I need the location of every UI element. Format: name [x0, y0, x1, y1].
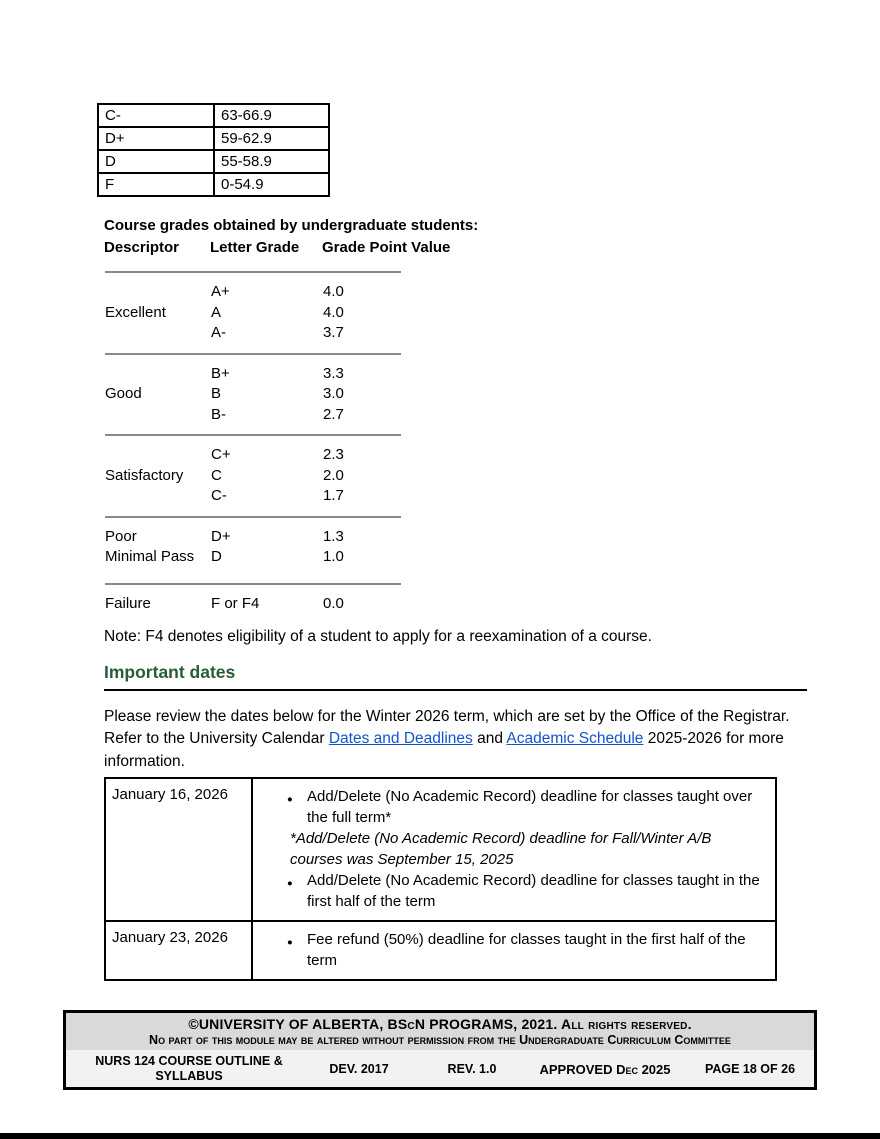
letter-cell: C+ — [211, 446, 231, 463]
value-cell: 2.0 — [323, 466, 344, 484]
page-bottom-edge — [0, 1133, 880, 1139]
grade-group-good — [105, 353, 401, 435]
descriptor-cell — [105, 323, 211, 344]
intro-text: Please review the dates below for the Winter 2026 term, which are set by the Office of the Registrar. Refer to the University Calendar — [104, 708, 790, 748]
letter-cell: C- — [211, 487, 227, 504]
page-footer — [63, 1010, 817, 1090]
letter-cell: A- — [211, 324, 226, 341]
letter-cell: A — [211, 303, 222, 321]
table-row — [98, 173, 329, 196]
deadline-item: ● Fee refund (50%) deadline for classes taught in the first half of the term — [259, 929, 767, 971]
grade-cell: D+ — [98, 127, 214, 150]
letter-cell: B+ — [211, 364, 230, 382]
range-cell: 63-66.9 — [214, 104, 329, 127]
grade-range-table — [97, 103, 330, 197]
table-row — [105, 527, 401, 548]
range-cell: 0-54.9 — [214, 173, 329, 196]
grades-heading: Course grades obtained by undergraduate students: — [104, 217, 479, 234]
grade-group-satisfactory — [105, 434, 401, 516]
section-heading: Important dates — [104, 662, 236, 682]
copyright-line: ©UNIVERSITY OF ALBERTA, BScN PROGRAMS, 2021. All rights reserved. — [188, 1016, 692, 1032]
table-row — [105, 364, 401, 385]
value-cell: 1.0 — [323, 548, 344, 565]
grade-cell: C- — [98, 104, 214, 127]
range-cell: 59-62.9 — [214, 127, 329, 150]
descriptor-cell — [105, 364, 211, 385]
deadline-note: *Add/Delete (No Academic Record) deadline for Fall/Winter A/B courses was September 15, 2025 — [290, 830, 712, 868]
grade-group-poor-minimal-pass — [105, 516, 401, 583]
descriptor-cell — [105, 282, 211, 303]
value-cell: 2.7 — [323, 405, 344, 423]
letter-cell: D+ — [211, 527, 231, 545]
dev-date: DEV. 2017 — [329, 1062, 389, 1076]
value-cell: 3.7 — [323, 324, 344, 341]
grades-column-headers — [104, 237, 524, 259]
descriptor-cell: Good — [105, 385, 142, 402]
col-header-descriptor: Descriptor — [104, 239, 180, 256]
table-row — [105, 778, 776, 921]
table-row — [98, 127, 329, 150]
intro-text: and — [477, 730, 503, 748]
page-number: PAGE 18 OF 26 — [704, 1062, 796, 1076]
date-cell: January 16, 2026 — [105, 778, 252, 921]
deadline-cell — [252, 921, 776, 980]
letter-cell: C — [211, 466, 222, 484]
table-row — [105, 921, 776, 980]
dates-and-deadlines-link[interactable]: Dates and Deadlines — [328, 730, 473, 748]
important-dates-table — [104, 777, 777, 981]
table-row — [105, 486, 401, 507]
descriptor-cell: Minimal Pass — [105, 548, 195, 565]
table-row — [105, 466, 401, 487]
value-cell: 1.7 — [323, 487, 344, 504]
table-row — [105, 303, 401, 324]
deadline-item: ● Add/Delete (No Academic Record) deadline for classes taught over the full term* — [259, 786, 767, 828]
revision-number: REV. 1.0 — [447, 1062, 497, 1076]
grade-group-failure — [105, 583, 401, 615]
descriptor-cell: Failure — [105, 594, 151, 612]
academic-schedule-link[interactable]: Academic Schedule — [506, 730, 644, 748]
table-row — [105, 282, 401, 303]
letter-cell: B — [211, 385, 222, 402]
descriptor-cell — [105, 405, 211, 426]
descriptor-cell: Satisfactory — [105, 466, 184, 484]
value-cell: 3.0 — [323, 385, 344, 402]
letter-cell: D — [211, 548, 222, 565]
grade-group-excellent — [105, 271, 401, 353]
descriptor-cell: Poor — [105, 527, 137, 545]
descriptor-cell: Excellent — [105, 303, 166, 321]
range-cell: 55-58.9 — [214, 150, 329, 173]
table-row — [105, 594, 401, 615]
important-dates-intro — [104, 706, 812, 773]
table-row — [98, 150, 329, 173]
grade-cell: D — [98, 150, 214, 173]
document-title: NURS 124 COURSE OUTLINE & SYLLABUS — [95, 1054, 283, 1083]
table-row — [105, 323, 401, 344]
value-cell: 2.3 — [323, 446, 344, 463]
important-dates-section — [104, 660, 807, 691]
descriptor-cell — [105, 445, 211, 466]
approved-date: APPROVED Dec 2025 — [539, 1061, 671, 1077]
value-cell: 1.3 — [323, 527, 344, 545]
intro-text: 2025-2026 for more information. — [104, 730, 784, 770]
value-cell: 4.0 — [323, 283, 344, 300]
value-cell: 3.3 — [323, 364, 344, 382]
letter-cell: F or F4 — [211, 594, 260, 612]
col-header-letter-grade: Letter Grade — [210, 239, 300, 256]
footer-meta-row — [66, 1050, 814, 1088]
date-cell: January 23, 2026 — [105, 921, 252, 980]
descriptor-cell — [105, 486, 211, 507]
permission-line: No part of this module may be altered without permission from the Undergraduate Curriculum Committee — [149, 1033, 731, 1047]
col-header-grade-point-value: Grade Point Value — [322, 239, 451, 256]
table-row — [105, 405, 401, 426]
grades-section-header — [104, 215, 524, 259]
deadline-item: ● Add/Delete (No Academic Record) deadline for classes taught in the first half of the term — [259, 870, 767, 912]
table-row — [98, 104, 329, 127]
letter-cell: B- — [211, 405, 226, 423]
footer-copyright-block — [66, 1013, 814, 1050]
table-row — [105, 384, 401, 405]
table-row — [105, 547, 401, 568]
heading-rule — [104, 689, 807, 691]
letter-cell: A+ — [211, 283, 230, 300]
value-cell: 0.0 — [323, 594, 344, 612]
f4-note: Note: F4 denotes eligibility of a student to apply for a reexamination of a course. — [104, 628, 652, 645]
grade-point-table — [105, 271, 401, 614]
deadline-cell — [252, 778, 776, 921]
value-cell: 4.0 — [323, 303, 344, 321]
table-row — [105, 445, 401, 466]
grade-cell: F — [98, 173, 214, 196]
